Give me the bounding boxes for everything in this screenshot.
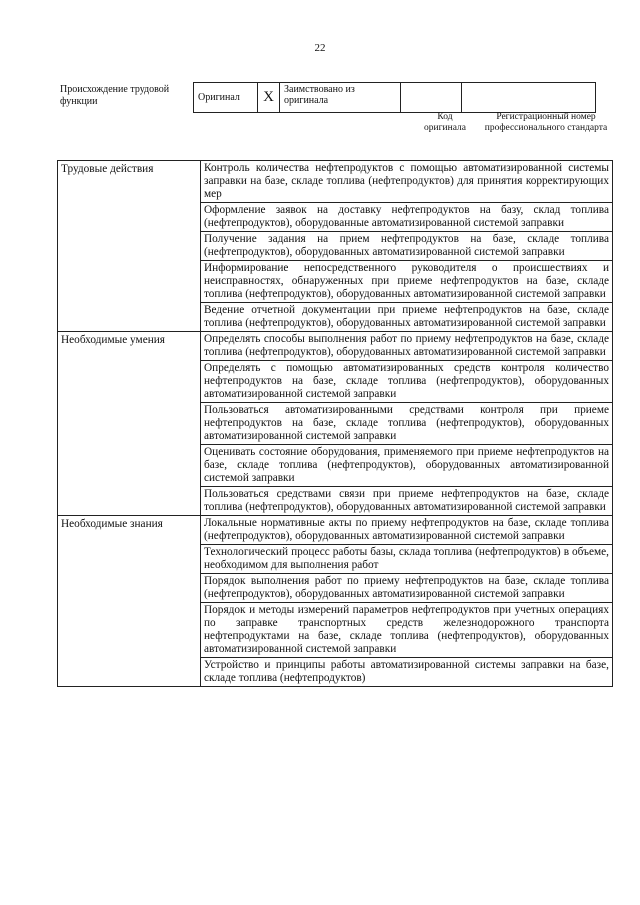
- table-row: [58, 332, 613, 361]
- original-code-cell: [401, 83, 462, 113]
- functions-table: [57, 160, 613, 687]
- section-title: Необходимые знания: [58, 516, 201, 687]
- section-item: Контроль количества нефтепродуктов с помощью автоматизированной системы заправки на базе, складе топлива (нефтепродуктов) для принятия корректирующих мер: [201, 161, 613, 203]
- section-item: Получение задания на прием нефтепродуктов на базе, складе топлива (нефтепродуктов), оборудованных автоматизированной системой заправки: [201, 232, 613, 261]
- origin-label: Происхождение трудовой функции: [60, 84, 170, 107]
- section-item: Определять способы выполнения работ по приему нефтепродуктов на базе, складе топлива (нефтепродуктов), оборудованных автоматизированной системой заправки: [201, 332, 613, 361]
- section-item: Локальные нормативные акты по приему нефтепродуктов на базе, складе топлива (нефтепродуктов), оборудованных автоматизированной системой заправки: [201, 516, 613, 545]
- section-item: Ведение отчетной документации при приеме нефтепродуктов на базе, складе топлива (нефтепродуктов), оборудованных автоматизированной системой заправки: [201, 303, 613, 332]
- table-row: [58, 516, 613, 545]
- borrowed-label: Заимствовано из оригинала: [280, 83, 401, 113]
- section-item: Пользоваться автоматизированными средствами контроля при приеме нефтепродуктов на базе, складе топлива (нефтепродуктов), оборудованных автоматизированной системой заправки: [201, 403, 613, 445]
- page-number: 22: [314, 42, 326, 54]
- section-item: Порядок и методы измерений параметров нефтепродуктов при учетных операциях по заправке транспортных средств железнодорожного транспорта нефтепродуктами на базе, складе топлива (нефтепродуктов), оборудованных автоматизированной системой заправки: [201, 603, 613, 658]
- section-item: Пользоваться средствами связи при приеме нефтепродуктов на базе, складе топлива (нефтепродуктов), оборудованных автоматизированной системой заправки: [201, 487, 613, 516]
- registration-caption: Регистрационный номер профессионального стандарта: [484, 112, 608, 133]
- original-label: Оригинал: [194, 83, 258, 113]
- origin-table: [193, 82, 596, 113]
- table-row: [58, 161, 613, 203]
- section-item: Порядок выполнения работ по приему нефтепродуктов на базе, складе топлива (нефтепродуктов), оборудованных автоматизированной системой заправки: [201, 574, 613, 603]
- section-item: Технологический процесс работы базы, склада топлива (нефтепродуктов) в объеме, необходимом для выполнения работ: [201, 545, 613, 574]
- section-item: Определять с помощью автоматизированных средств контроля количество нефтепродуктов на базе, складе топлива (нефтепродуктов), оборудованных автоматизированной системой заправки: [201, 361, 613, 403]
- section-item: Информирование непосредственного руководителя о происшествиях и неисправностях, обнаруженных при приеме нефтепродуктов на базе, складе топлива (нефтепродуктов), оборудованных автоматизированной системой заправки: [201, 261, 613, 303]
- section-title: Необходимые умения: [58, 332, 201, 516]
- code-caption: Код оригинала: [424, 112, 466, 133]
- original-mark: X: [258, 83, 280, 113]
- section-item: Оформление заявок на доставку нефтепродуктов на базу, склад топлива (нефтепродуктов), оборудованные автоматизированной системой заправки: [201, 203, 613, 232]
- registration-number-cell: [462, 83, 596, 113]
- section-item: Устройство и принципы работы автоматизированной системы заправки на базе, складе топлива (нефтепродуктов): [201, 658, 613, 687]
- section-title: Трудовые действия: [58, 161, 201, 332]
- section-item: Оценивать состояние оборудования, применяемого при приеме нефтепродуктов на базе, складе топлива (нефтепродуктов), оборудованных автоматизированной системой заправки: [201, 445, 613, 487]
